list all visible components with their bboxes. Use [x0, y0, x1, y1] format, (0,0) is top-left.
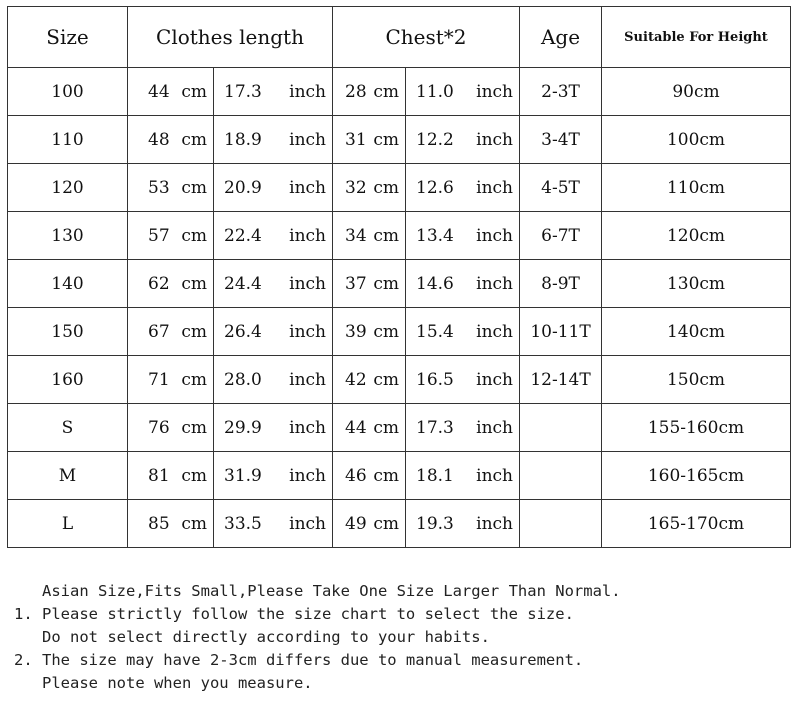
header-chest: Chest*2	[333, 7, 520, 68]
length-cm-value: 44	[148, 81, 170, 102]
cell-length-inch	[214, 404, 333, 452]
cell-height: 90cm	[602, 68, 791, 116]
unit-inch: inch	[289, 225, 326, 246]
unit-cm: cm	[181, 417, 207, 438]
chest-inch-value: 13.4	[416, 225, 454, 246]
size-chart-table	[7, 6, 791, 548]
cell-length-inch	[214, 164, 333, 212]
chest-inch-value: 17.3	[416, 417, 454, 438]
cell-chest-inch	[406, 68, 520, 116]
table-row	[8, 452, 791, 500]
chest-cm-value: 39	[345, 321, 367, 342]
cell-height: 130cm	[602, 260, 791, 308]
cell-size: S	[8, 404, 128, 452]
unit-inch: inch	[476, 273, 513, 294]
length-inch-value: 29.9	[224, 417, 262, 438]
chest-inch-value: 16.5	[416, 369, 454, 390]
unit-inch: inch	[476, 321, 513, 342]
note-line: Do not select directly according to your habits.	[14, 628, 490, 646]
table-row	[8, 116, 791, 164]
length-inch-value: 24.4	[224, 273, 262, 294]
unit-cm: cm	[181, 225, 207, 246]
unit-inch: inch	[476, 81, 513, 102]
chest-cm-value: 46	[345, 465, 367, 486]
unit-cm: cm	[373, 177, 399, 198]
length-cm-value: 85	[148, 513, 170, 534]
unit-cm: cm	[373, 129, 399, 150]
length-cm-value: 76	[148, 417, 170, 438]
table-row	[8, 164, 791, 212]
cell-chest-inch	[406, 212, 520, 260]
unit-cm: cm	[181, 369, 207, 390]
cell-height: 165-170cm	[602, 500, 791, 548]
cell-length-cm	[128, 452, 214, 500]
cell-length-cm	[128, 260, 214, 308]
unit-cm: cm	[373, 273, 399, 294]
cell-size: 100	[8, 68, 128, 116]
cell-length-cm	[128, 164, 214, 212]
unit-cm: cm	[373, 369, 399, 390]
cell-size: 110	[8, 116, 128, 164]
table-header-row	[8, 7, 791, 68]
cell-height: 160-165cm	[602, 452, 791, 500]
table-row	[8, 308, 791, 356]
cell-chest-cm	[333, 68, 406, 116]
length-cm-value: 62	[148, 273, 170, 294]
cell-age: 2-3T	[520, 68, 602, 116]
table-row	[8, 68, 791, 116]
chest-inch-value: 14.6	[416, 273, 454, 294]
length-cm-value: 81	[148, 465, 170, 486]
unit-cm: cm	[373, 321, 399, 342]
table-body	[8, 68, 791, 548]
cell-chest-cm	[333, 116, 406, 164]
unit-cm: cm	[373, 81, 399, 102]
header-age: Age	[520, 7, 602, 68]
cell-age: 8-9T	[520, 260, 602, 308]
cell-age: 3-4T	[520, 116, 602, 164]
chest-inch-value: 19.3	[416, 513, 454, 534]
cell-chest-inch	[406, 404, 520, 452]
cell-length-inch	[214, 308, 333, 356]
unit-inch: inch	[289, 321, 326, 342]
chest-cm-value: 34	[345, 225, 367, 246]
length-inch-value: 22.4	[224, 225, 262, 246]
cell-size: 120	[8, 164, 128, 212]
unit-cm: cm	[373, 417, 399, 438]
cell-chest-inch	[406, 116, 520, 164]
cell-chest-inch	[406, 260, 520, 308]
cell-length-cm	[128, 68, 214, 116]
header-suitable-height: Suitable For Height	[602, 7, 791, 68]
cell-height: 110cm	[602, 164, 791, 212]
unit-cm: cm	[181, 81, 207, 102]
cell-size: 150	[8, 308, 128, 356]
chest-cm-value: 49	[345, 513, 367, 534]
length-inch-value: 33.5	[224, 513, 262, 534]
cell-height: 150cm	[602, 356, 791, 404]
cell-chest-inch	[406, 356, 520, 404]
unit-cm: cm	[181, 177, 207, 198]
cell-chest-inch	[406, 308, 520, 356]
cell-chest-cm	[333, 164, 406, 212]
unit-cm: cm	[373, 513, 399, 534]
cell-length-inch	[214, 452, 333, 500]
length-cm-value: 57	[148, 225, 170, 246]
chest-inch-value: 12.6	[416, 177, 454, 198]
length-inch-value: 17.3	[224, 81, 262, 102]
cell-chest-cm	[333, 260, 406, 308]
chest-inch-value: 12.2	[416, 129, 454, 150]
table-row	[8, 500, 791, 548]
cell-size: 140	[8, 260, 128, 308]
cell-size: 130	[8, 212, 128, 260]
table-row	[8, 260, 791, 308]
unit-cm: cm	[373, 465, 399, 486]
chest-inch-value: 11.0	[416, 81, 454, 102]
cell-height: 100cm	[602, 116, 791, 164]
cell-size: L	[8, 500, 128, 548]
cell-chest-cm	[333, 308, 406, 356]
chest-cm-value: 32	[345, 177, 367, 198]
note-line: 2. The size may have 2-3cm differs due to manual measurement.	[14, 651, 584, 669]
size-notes	[14, 580, 621, 695]
unit-cm: cm	[373, 225, 399, 246]
unit-inch: inch	[289, 417, 326, 438]
length-cm-value: 48	[148, 129, 170, 150]
header-clothes-length: Clothes length	[128, 7, 333, 68]
cell-length-inch	[214, 356, 333, 404]
cell-chest-inch	[406, 452, 520, 500]
table-row	[8, 212, 791, 260]
unit-inch: inch	[289, 177, 326, 198]
length-cm-value: 53	[148, 177, 170, 198]
chest-cm-value: 28	[345, 81, 367, 102]
cell-age	[520, 500, 602, 548]
cell-age: 10-11T	[520, 308, 602, 356]
unit-cm: cm	[181, 513, 207, 534]
cell-height: 140cm	[602, 308, 791, 356]
unit-inch: inch	[289, 129, 326, 150]
cell-chest-cm	[333, 500, 406, 548]
cell-length-cm	[128, 356, 214, 404]
unit-inch: inch	[476, 513, 513, 534]
chest-cm-value: 31	[345, 129, 367, 150]
unit-cm: cm	[181, 465, 207, 486]
unit-inch: inch	[289, 465, 326, 486]
cell-height: 155-160cm	[602, 404, 791, 452]
header-size: Size	[8, 7, 128, 68]
cell-height: 120cm	[602, 212, 791, 260]
cell-length-cm	[128, 212, 214, 260]
cell-size: 160	[8, 356, 128, 404]
table-row	[8, 404, 791, 452]
length-inch-value: 28.0	[224, 369, 262, 390]
cell-chest-cm	[333, 212, 406, 260]
cell-length-inch	[214, 500, 333, 548]
cell-age	[520, 452, 602, 500]
table-row	[8, 356, 791, 404]
cell-length-cm	[128, 500, 214, 548]
length-inch-value: 31.9	[224, 465, 262, 486]
unit-inch: inch	[476, 225, 513, 246]
unit-inch: inch	[476, 465, 513, 486]
cell-chest-cm	[333, 404, 406, 452]
cell-chest-cm	[333, 452, 406, 500]
unit-cm: cm	[181, 273, 207, 294]
unit-inch: inch	[476, 417, 513, 438]
cell-length-inch	[214, 116, 333, 164]
note-line: 1. Please strictly follow the size chart to select the size.	[14, 605, 574, 623]
length-cm-value: 71	[148, 369, 170, 390]
unit-inch: inch	[476, 177, 513, 198]
cell-size: M	[8, 452, 128, 500]
cell-age: 12-14T	[520, 356, 602, 404]
unit-inch: inch	[289, 513, 326, 534]
length-cm-value: 67	[148, 321, 170, 342]
length-inch-value: 26.4	[224, 321, 262, 342]
chest-inch-value: 15.4	[416, 321, 454, 342]
unit-inch: inch	[476, 129, 513, 150]
cell-length-cm	[128, 404, 214, 452]
note-line: Asian Size,Fits Small,Please Take One Size Larger Than Normal.	[14, 582, 621, 600]
unit-inch: inch	[289, 369, 326, 390]
unit-inch: inch	[289, 273, 326, 294]
length-inch-value: 20.9	[224, 177, 262, 198]
cell-age	[520, 404, 602, 452]
cell-length-cm	[128, 116, 214, 164]
chest-cm-value: 37	[345, 273, 367, 294]
cell-chest-cm	[333, 356, 406, 404]
chest-inch-value: 18.1	[416, 465, 454, 486]
cell-age: 4-5T	[520, 164, 602, 212]
cell-length-inch	[214, 212, 333, 260]
chest-cm-value: 42	[345, 369, 367, 390]
length-inch-value: 18.9	[224, 129, 262, 150]
cell-chest-inch	[406, 500, 520, 548]
cell-chest-inch	[406, 164, 520, 212]
cell-length-inch	[214, 68, 333, 116]
unit-cm: cm	[181, 321, 207, 342]
unit-inch: inch	[289, 81, 326, 102]
unit-inch: inch	[476, 369, 513, 390]
cell-length-cm	[128, 308, 214, 356]
chest-cm-value: 44	[345, 417, 367, 438]
cell-length-inch	[214, 260, 333, 308]
cell-age: 6-7T	[520, 212, 602, 260]
unit-cm: cm	[181, 129, 207, 150]
note-line: Please note when you measure.	[14, 674, 313, 692]
